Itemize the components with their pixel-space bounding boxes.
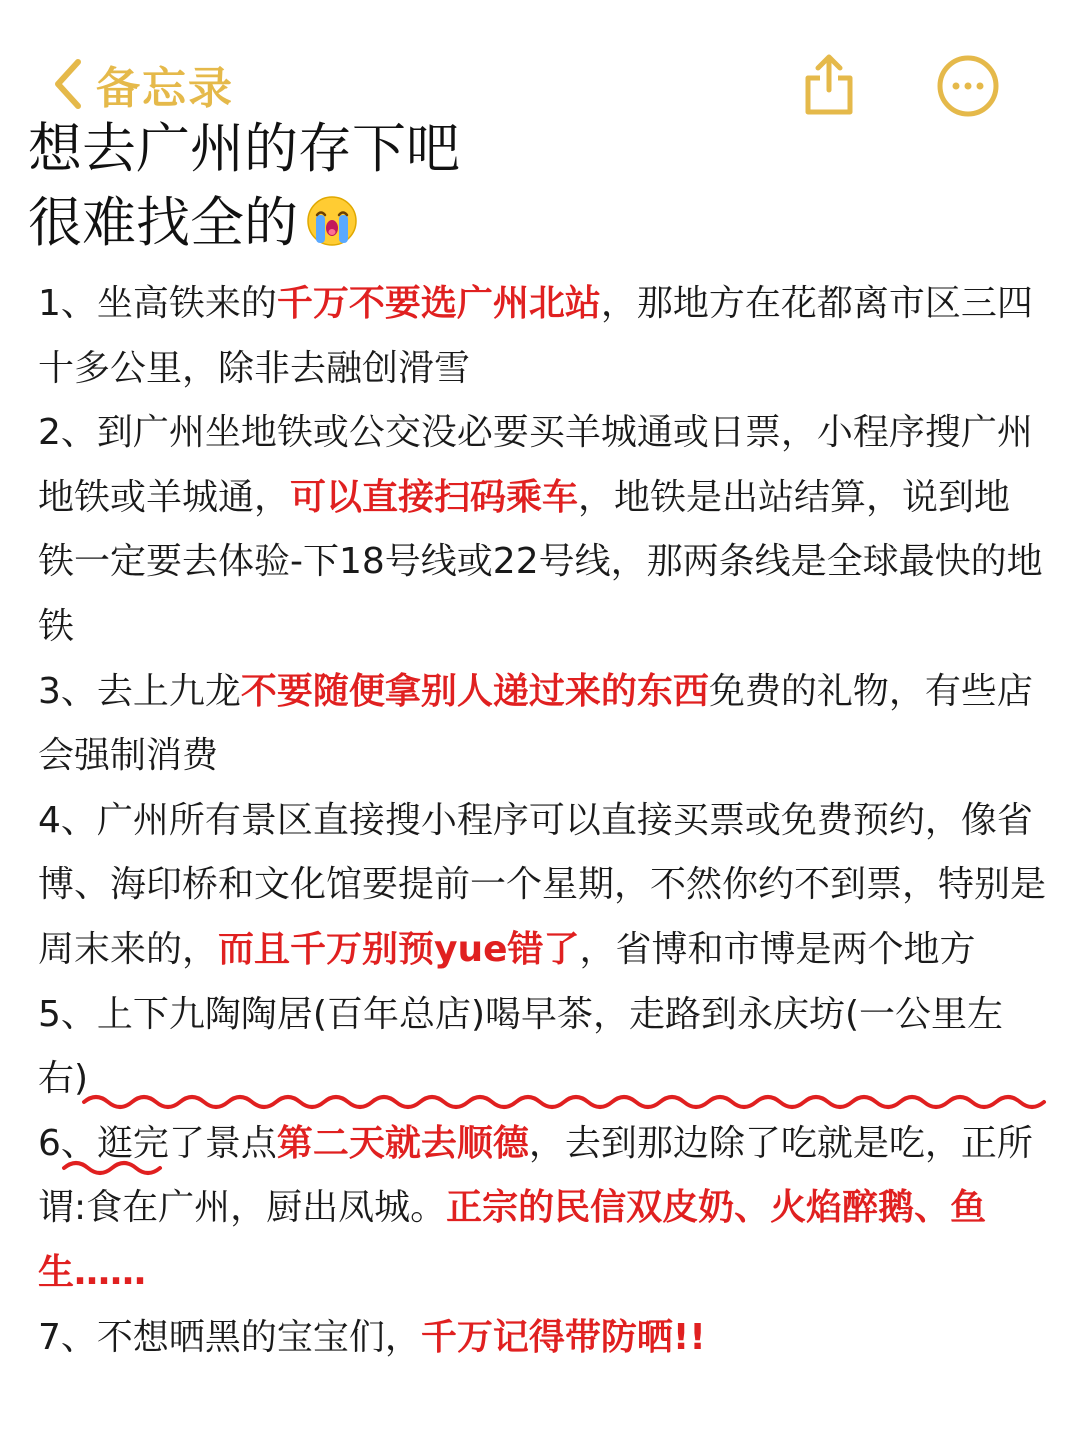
note-body	[38, 272, 1046, 1370]
item-6-text: 6、逛完了景点	[38, 1122, 277, 1164]
item-3-text-2: 免费的礼物，有些店会强制消费	[38, 670, 1033, 777]
crying-face-icon	[306, 195, 358, 247]
title-line-2-text: 很难找全的	[28, 191, 298, 254]
title-line-2	[28, 186, 928, 260]
back-button[interactable]	[48, 52, 234, 116]
back-label: 备忘录	[96, 63, 234, 114]
item-7-text: 7、不想晒黑的宝宝们，	[38, 1316, 421, 1358]
more-icon[interactable]	[936, 54, 1000, 118]
list-item-3	[38, 660, 1046, 789]
item-7-highlight: 千万记得带防晒!!	[420, 1316, 706, 1358]
item-2-highlight: 可以直接扫码乘车	[290, 476, 579, 518]
list-item-4	[38, 789, 1046, 983]
item-2-text: 2、到广州坐地铁或公交没必要买羊城通或日票，小程序搜广州地铁或羊城通，	[38, 412, 1033, 518]
item-6-highlight-2: 正宗的民信双皮奶、火焰醉鹅、鱼生……	[38, 1187, 987, 1293]
item-1-text: 1、坐高铁来的	[38, 283, 277, 324]
item-6-highlight: 第二天就去顺德	[276, 1122, 529, 1164]
item-3-text: 3、去上九龙	[38, 670, 241, 712]
item-4-text: 4、广州所有景区直接搜小程序可以直接买票或免费预约，像省博、海印桥和文化馆要提前一个星期，不然你约不到票，特别是周末来的，	[38, 799, 1047, 970]
item-3-highlight: 不要随便拿别人递过来的东西	[240, 670, 709, 712]
item-1-text-2: ，那地方在花都离市区三四十多公里，除非去融创滑雪	[38, 283, 1033, 389]
item-4-text-2: ，省博和市博是两个地方	[579, 928, 976, 970]
item-6-text-2: ，去到那边除了吃就是吃，正所谓:食在广州，厨出凤城。	[38, 1122, 1033, 1229]
item-5-text: 5、上下九陶陶居(百年总店)喝早茶，走路到永庆坊(一公里左右)	[38, 993, 1004, 1100]
item-4-highlight: 而且千万别预yue错了	[218, 928, 580, 970]
item-2-text-2: ，地铁是出站结算，说到地铁一定要去体验-下18号线或22号线，那两条线是全球最快的地铁	[38, 476, 1043, 647]
list-item-2	[38, 401, 1046, 659]
note-title	[28, 112, 928, 260]
chevron-left-icon	[48, 56, 88, 112]
list-item-1	[38, 272, 1046, 401]
list-item-6	[38, 1112, 1046, 1306]
list-item-5	[38, 983, 1046, 1112]
list-item-7	[38, 1306, 1046, 1371]
title-line-1: 想去广州的存下吧	[28, 117, 460, 180]
nav-bar	[0, 0, 1080, 120]
share-icon[interactable]	[800, 52, 858, 118]
item-1-highlight: 千万不要选广州北站	[276, 283, 601, 324]
